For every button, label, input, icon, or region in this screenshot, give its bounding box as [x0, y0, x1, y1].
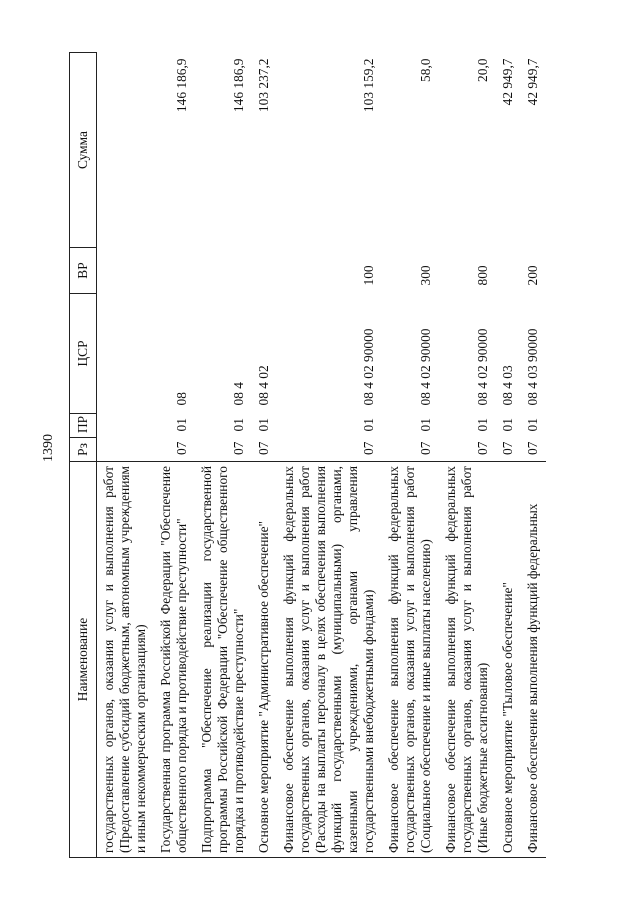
row-csr: 08 4 02: [256, 365, 271, 406]
header-csr: ЦСР: [70, 294, 97, 414]
header-pr: ПР: [70, 414, 97, 438]
table-row: [97, 53, 155, 858]
header-rz: Рз: [70, 438, 97, 462]
table-row: [277, 53, 382, 858]
row-sum: 58,0: [418, 58, 433, 82]
row-rz: 07: [174, 441, 189, 455]
table-row: [252, 53, 277, 858]
row-pr: 01: [231, 418, 246, 432]
table-row: [496, 53, 521, 858]
table-row: [195, 53, 252, 858]
row-csr: 08: [174, 392, 189, 406]
row-sum: [97, 53, 155, 248]
row-name: Основное мероприятие "Административное обеспечение": [252, 462, 277, 858]
row-csr: 08 4 02 90000: [361, 328, 376, 406]
row-sum: 42 949,7: [500, 58, 515, 106]
row-name: Финансовое обеспечение выполнения функций федеральных: [521, 462, 546, 858]
row-pr: 01: [361, 418, 376, 432]
row-vr: 800: [475, 265, 490, 286]
row-name: Государственная программа Российской Федерации "Обеспечение общественного порядка и противодействие преступности": [154, 462, 195, 858]
row-rz: 07: [500, 441, 515, 455]
row-vr: [496, 248, 521, 294]
page-number: 1390: [41, 434, 56, 462]
table-row: [439, 53, 496, 858]
row-vr: 100: [361, 265, 376, 286]
row-sum: 146 186,9: [231, 58, 246, 113]
header-sum: Сумма: [70, 53, 97, 248]
row-rz: 07: [231, 441, 246, 455]
row-vr: 200: [525, 265, 540, 286]
header-vr: ВР: [70, 248, 97, 294]
row-sum: 103 159,2: [361, 58, 376, 113]
row-pr: [97, 414, 155, 438]
row-csr: 08 4 03: [500, 365, 515, 406]
row-pr: 01: [418, 418, 433, 432]
row-rz: 07: [361, 441, 376, 455]
row-rz: 07: [256, 441, 271, 455]
row-name: Финансовое обеспечение выполнения функций федеральных государственных органов, оказания услуг и выполнения работ (Социальное обеспечение и иные выплаты населению): [382, 462, 439, 858]
row-csr: 08 4 02 90000: [418, 328, 433, 406]
row-vr: [195, 248, 252, 294]
row-vr: [97, 248, 155, 294]
row-pr: 01: [174, 418, 189, 432]
row-rz: [97, 438, 155, 462]
row-rz: 07: [475, 441, 490, 455]
table-row: [154, 53, 195, 858]
header-name: Наименование: [70, 462, 97, 858]
row-sum: 42 949,7: [525, 58, 540, 106]
row-pr: 01: [475, 418, 490, 432]
row-pr: 01: [256, 418, 271, 432]
row-pr: 01: [525, 418, 540, 432]
row-pr: 01: [500, 418, 515, 432]
row-csr: 08 4 02 90000: [475, 328, 490, 406]
row-vr: 300: [418, 265, 433, 286]
row-name: Финансовое обеспечение выполнения функций федеральных государственных органов, оказания услуг и выполнения работ (Иные бюджетные ассигнования): [439, 462, 496, 858]
row-sum: 146 186,9: [174, 58, 189, 113]
row-vr: [252, 248, 277, 294]
table-row: [521, 53, 546, 858]
budget-table: [69, 53, 613, 858]
row-vr: [154, 248, 195, 294]
row-sum: 103 237,2: [256, 58, 271, 113]
row-rz: 07: [525, 441, 540, 455]
row-csr: [97, 294, 155, 414]
row-csr: 08 4: [231, 382, 246, 406]
table-row: [382, 53, 439, 858]
row-rz: 07: [418, 441, 433, 455]
table-header-row: [70, 53, 97, 858]
row-sum: 20,0: [475, 58, 490, 82]
row-name: государственных органов, оказания услуг и выполнения работ (Предоставление субсидий бюджетным, автономным учреждениям и иным некоммерческим организациям): [97, 462, 155, 858]
row-name: Основное мероприятие "Тыловое обеспечение": [496, 462, 521, 858]
row-csr: 08 4 03 90000: [525, 328, 540, 406]
row-name: Финансовое обеспечение выполнения функций федеральных государственных органов, оказания услуг и выполнения работ (Расходы на выплаты персоналу в целях обеспечения выполнения функций государственными (муниципальными) органами, казенными учреждениями, органами управления государственными внебюджетными фондами): [277, 462, 382, 858]
row-name: Подпрограмма "Обеспечение реализации государственной программы Российской Федерации "Обеспечение общественного порядка и противодействие преступности": [195, 462, 252, 858]
